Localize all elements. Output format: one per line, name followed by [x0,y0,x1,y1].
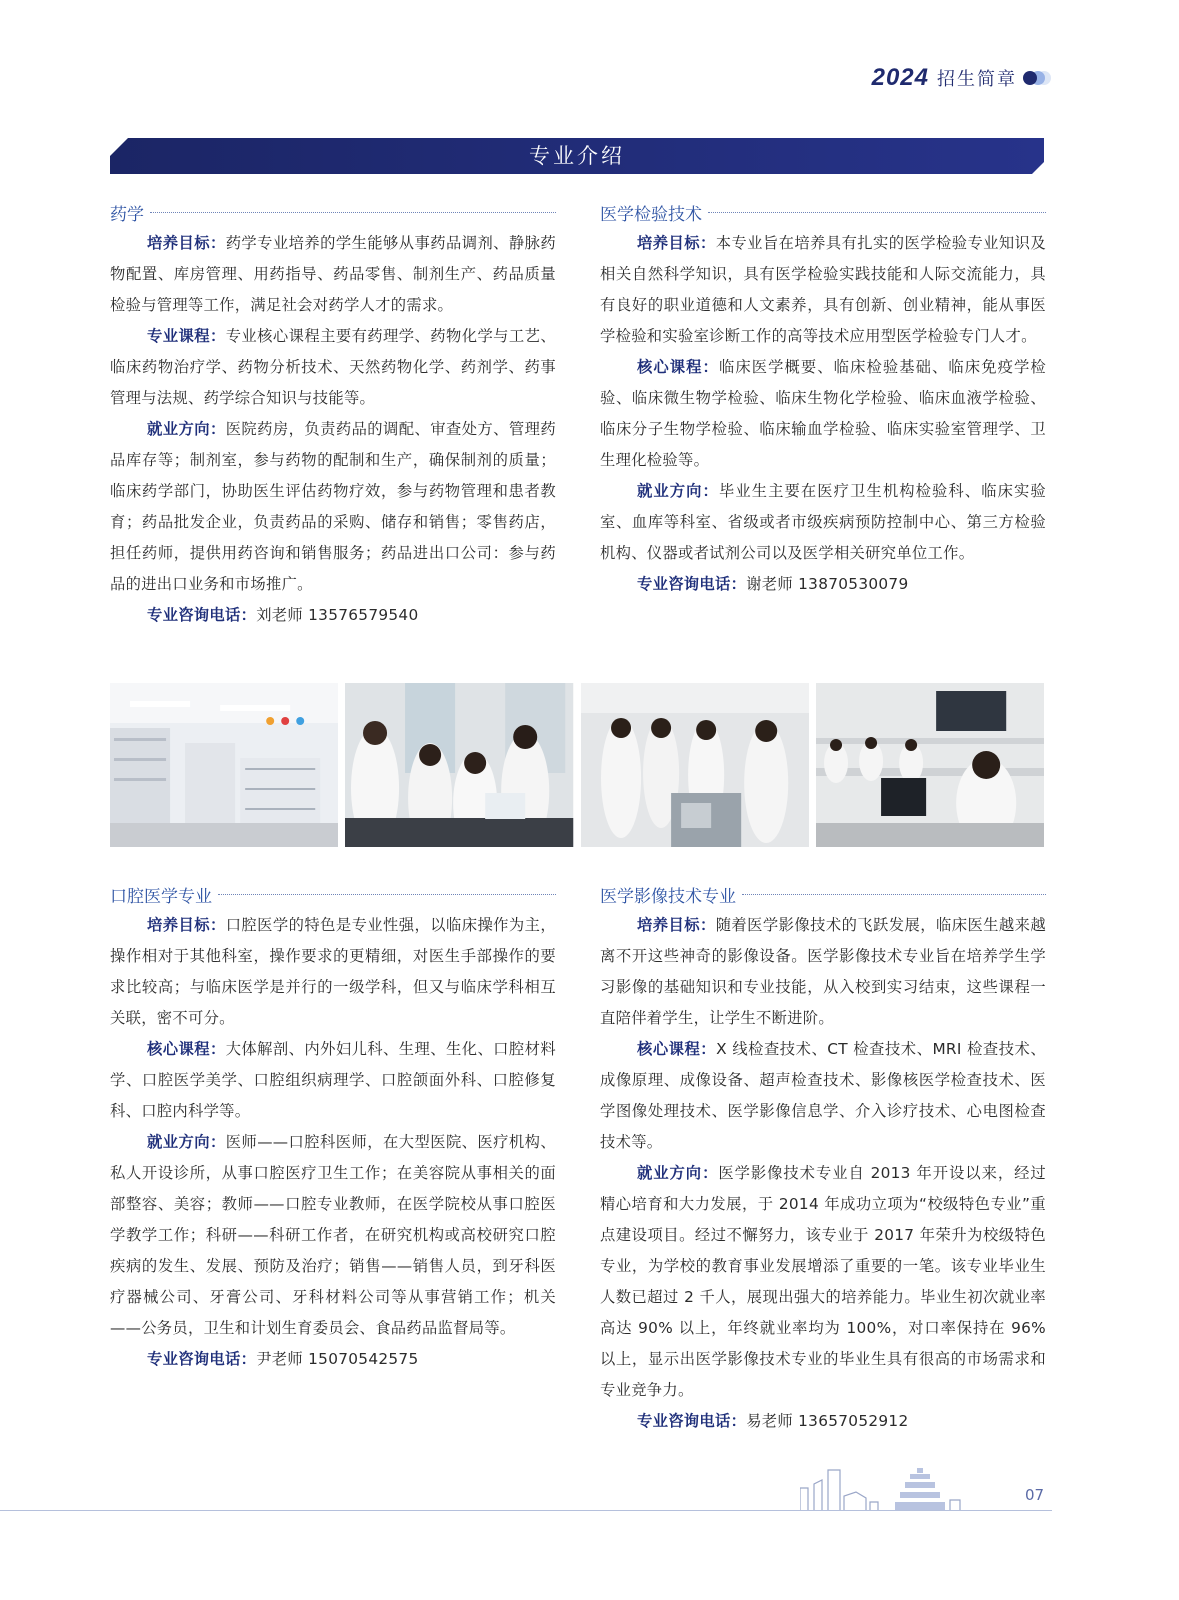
goal-text: 本专业旨在培养具有扎实的医学检验专业知识及相关自然科学知识，具有医学检验实践技能和人际交流能力，具有良好的职业道德和人文素养，具有创新、创业精神，能从事医学检验和实验室诊断工作的高等技术应用型医学检验专门人才。 [600,234,1046,345]
course-label: 专业课程： [147,327,226,345]
goal-paragraph [600,228,1046,352]
job-paragraph [110,414,556,600]
course-paragraph [110,1034,556,1127]
section-title: 药学 [110,204,144,225]
section-title-row [110,198,556,226]
job-text: 医学影像技术专业自 2013 年开设以来，经过精心培育和大力发展，于 2014 年成功立项为“校级特色专业”重点建设项目。经过不懈努力，该专业于 2017 年荣升为校级特色专业，为学校的教育事业发展增添了重要的一笔。该专业毕业生人数已超过 2 千人，展现出强大的培养能力。毕业生初次就业率高达 90% 以上，年终就业率均为 100%，对口率保持在 96% 以上，显示出医学影像技术专业的毕业生具有很高的市场需求和专业竞争力。 [600,1164,1046,1399]
dotted-divider [742,894,1046,895]
job-label: 就业方向： [637,482,719,500]
phone-text: 易老师 13657052912 [746,1412,909,1430]
photo-strip [110,683,1044,847]
course-label: 核心课程： [147,1040,226,1058]
job-paragraph [600,1158,1046,1406]
phone-label: 专业咨询电话： [637,575,747,593]
job-paragraph [110,1127,556,1344]
goal-text: 药学专业培养的学生能够从事药品调剂、静脉药物配置、库房管理、用药指导、药品零售、制剂生产、药品质量检验与管理等工作，满足社会对药学人才的需求。 [110,234,556,314]
header-dots-icon [1023,70,1053,86]
page-number: 07 [1025,1486,1045,1504]
phone-paragraph [600,569,1046,600]
goal-paragraph [110,910,556,1034]
footer-rule [0,1510,1052,1511]
job-label: 就业方向： [147,1133,226,1151]
course-label: 核心课程： [637,358,719,376]
header-year: 2024 [871,64,929,91]
page-header [872,64,1053,92]
section-lab [600,198,1046,600]
job-label: 就业方向： [637,1164,719,1182]
goal-text: 口腔医学的特色是专业性强，以临床操作为主，操作相对于其他科室，操作要求的更精细，对医生手部操作的要求比较高；与临床医学是并行的一级学科，但又与临床学科相互关联，密不可分。 [110,916,556,1027]
course-text: 大体解剖、内外妇儿科、生理、生化、口腔材料学、口腔医学美学、口腔组织病理学、口腔颌面外科、口腔修复科、口腔内科学等。 [110,1040,556,1120]
course-paragraph [110,321,556,414]
goal-label: 培养目标： [637,234,716,252]
lab-equipment-photo [581,683,809,847]
dotted-divider [218,894,556,895]
goal-text: 随着医学影像技术的飞跃发展，临床医生越来越离不开这些神奇的影像设备。医学影像技术专业旨在培养学生学习影像的基础知识和专业技能，从入校到实习结束，这些课程一直陪伴着学生，让学生不断进阶。 [600,916,1046,1027]
goal-label: 培养目标： [147,234,226,252]
skyline-icon [800,1466,970,1512]
phone-paragraph [110,1344,556,1375]
phone-text: 尹老师 15070542575 [256,1350,419,1368]
microscope-class-photo [816,683,1044,847]
job-text: 医院药房，负责药品的调配、审查处方、管理药品库存等；制剂室，参与药物的配制和生产，确保制剂的质量；临床药学部门，协助医生评估药物疗效，参与药物管理和患者教育；药品批发企业，负责药品的采购、储存和销售；零售药店，担任药师，提供用药咨询和销售服务；药品进出口公司：参与药品的进出口业务和市场推广。 [110,420,556,593]
header-title: 招生简章 [937,69,1017,90]
course-text: 临床医学概要、临床检验基础、临床免疫学检验、临床微生物学检验、临床生物化学检验、临床血液学检验、临床分子生物学检验、临床输血学检验、临床实验室管理学、卫生理化检验等。 [600,358,1046,469]
job-label: 就业方向： [147,420,226,438]
students-lab-photo [345,683,573,847]
course-text: X 线检查技术、CT 检查技术、MRI 检查技术、成像原理、成像设备、超声检查技术、影像核医学检查技术、医学图像处理技术、医学影像信息学、介入诊疗技术、心电图检查技术等。 [600,1040,1046,1151]
phone-paragraph [110,600,556,631]
phone-text: 谢老师 13870530079 [746,575,909,593]
banner-title: 专业介绍 [529,144,625,168]
pharmacy-room-photo [110,683,338,847]
section-imaging [600,880,1046,1437]
course-label: 核心课程： [637,1040,717,1058]
goal-paragraph [110,228,556,321]
phone-text: 刘老师 13576579540 [256,606,419,624]
phone-label: 专业咨询电话： [147,1350,257,1368]
section-banner [110,138,1044,174]
goal-label: 培养目标： [637,916,716,934]
job-text: 医师——口腔科医师，在大型医院、医疗机构、私人开设诊所，从事口腔医疗卫生工作；在美容院从事相关的面部整容、美容；教师——口腔专业教师，在医学院校从事口腔医学教学工作；科研——科研工作者，在研究机构或高校研究口腔疾病的发生、发展、预防及治疗；销售——销售人员，到牙科医疗器械公司、牙膏公司、牙科材料公司等从事营销工作；机关——公务员，卫生和计划生育委员会、食品药品监督局等。 [110,1133,556,1337]
goal-label: 培养目标： [147,916,226,934]
section-dental [110,880,556,1375]
section-title-row [600,880,1046,908]
phone-paragraph [600,1406,1046,1437]
section-title: 医学检验技术 [600,204,702,225]
section-title-row [600,198,1046,226]
phone-label: 专业咨询电话： [637,1412,747,1430]
job-text: 毕业生主要在医疗卫生机构检验科、临床实验室、血库等科室、省级或者市级疾病预防控制中心、第三方检验机构、仪器或者试剂公司以及医学相关研究单位工作。 [600,482,1046,562]
section-pharmacy [110,198,556,631]
course-paragraph [600,352,1046,476]
course-text: 专业核心课程主要有药理学、药物化学与工艺、临床药物治疗学、药物分析技术、天然药物化学、药剂学、药事管理与法规、药学综合知识与技能等。 [110,327,556,407]
dotted-divider [150,212,556,213]
dotted-divider [708,212,1046,213]
section-title-row [110,880,556,908]
phone-label: 专业咨询电话： [147,606,257,624]
job-paragraph [600,476,1046,569]
section-title: 口腔医学专业 [110,886,212,907]
section-title: 医学影像技术专业 [600,886,736,907]
course-paragraph [600,1034,1046,1158]
goal-paragraph [600,910,1046,1034]
